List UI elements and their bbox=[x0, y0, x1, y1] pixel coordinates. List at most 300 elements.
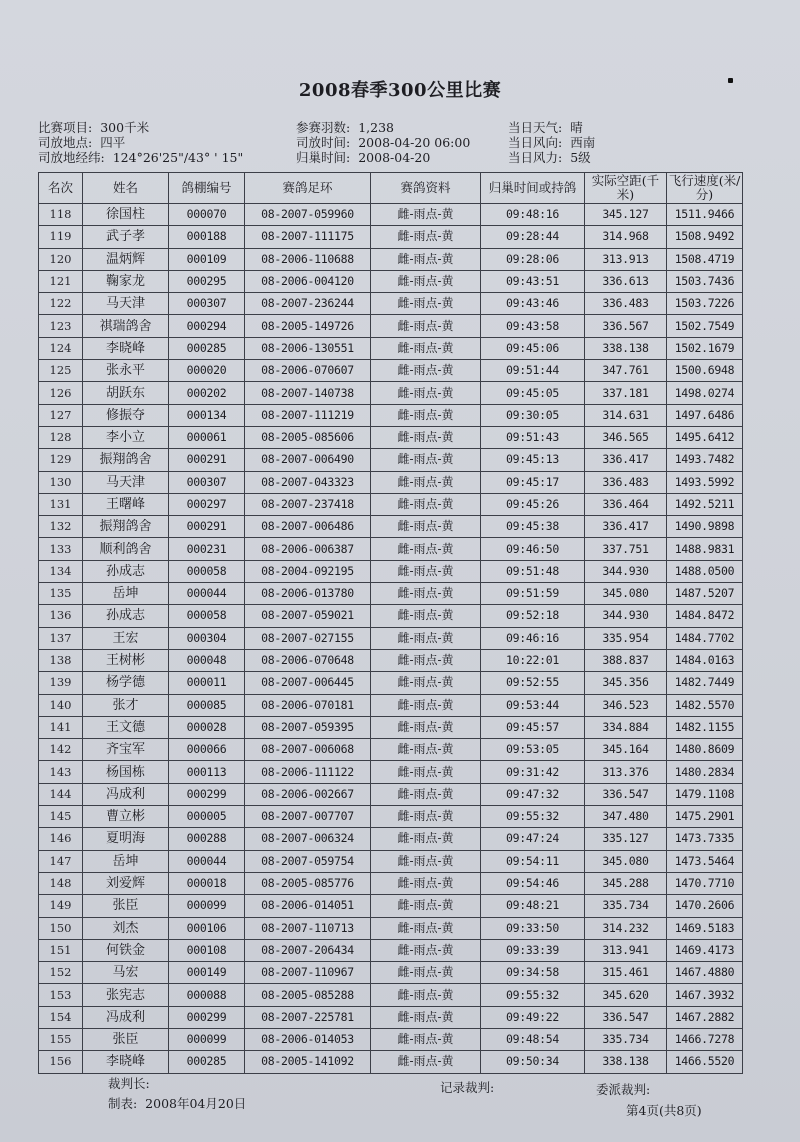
cell-dist: 346.565 bbox=[585, 426, 667, 448]
cell-loft: 000291 bbox=[169, 516, 245, 538]
info-wind-force bbox=[508, 148, 591, 166]
cell-rank: 133 bbox=[39, 538, 83, 560]
cell-time: 09:48:16 bbox=[481, 204, 585, 226]
cell-bird-info: 雌-雨点-黄 bbox=[371, 270, 481, 292]
cell-bird-info: 雌-雨点-黄 bbox=[371, 984, 481, 1006]
cell-dist: 337.751 bbox=[585, 538, 667, 560]
cell-loft: 000134 bbox=[169, 404, 245, 426]
cell-rank: 130 bbox=[39, 471, 83, 493]
cell-ring: 08-2007-059754 bbox=[245, 850, 371, 872]
table-row bbox=[39, 493, 743, 515]
footer-recorder: 记录裁判: bbox=[440, 1080, 495, 1095]
cell-time: 09:48:21 bbox=[481, 895, 585, 917]
cell-ring: 08-2005-141092 bbox=[245, 1051, 371, 1073]
cell-bird-info: 雌-雨点-黄 bbox=[371, 895, 481, 917]
cell-dist: 336.417 bbox=[585, 449, 667, 471]
footer-page-info: 第4页(共8页) bbox=[626, 1103, 702, 1118]
cell-dist: 313.941 bbox=[585, 939, 667, 961]
cell-loft: 000066 bbox=[169, 739, 245, 761]
cell-speed: 1469.4173 bbox=[667, 939, 743, 961]
cell-loft: 000044 bbox=[169, 850, 245, 872]
cell-loft: 000285 bbox=[169, 1051, 245, 1073]
table-row bbox=[39, 270, 743, 292]
cell-time: 09:31:42 bbox=[481, 761, 585, 783]
cell-time: 09:52:55 bbox=[481, 672, 585, 694]
cell-time: 09:43:46 bbox=[481, 293, 585, 315]
cell-loft: 000307 bbox=[169, 293, 245, 315]
cell-ring: 08-2005-085288 bbox=[245, 984, 371, 1006]
cell-dist: 345.080 bbox=[585, 850, 667, 872]
info-weather-label: 当日天气: bbox=[508, 120, 563, 135]
cell-ring: 08-2006-070648 bbox=[245, 649, 371, 671]
cell-ring: 08-2007-206434 bbox=[245, 939, 371, 961]
cell-speed: 1480.2834 bbox=[667, 761, 743, 783]
cell-bird-info: 雌-雨点-黄 bbox=[371, 248, 481, 270]
cell-time: 09:45:06 bbox=[481, 337, 585, 359]
cell-ring: 08-2007-006068 bbox=[245, 739, 371, 761]
cell-time: 09:43:51 bbox=[481, 270, 585, 292]
info-release-time-value: 2008-04-20 06:00 bbox=[358, 135, 471, 150]
footer-made bbox=[108, 1094, 246, 1112]
table-row bbox=[39, 315, 743, 337]
cell-bird-info: 雌-雨点-黄 bbox=[371, 337, 481, 359]
footer-made-label: 制表: bbox=[108, 1096, 138, 1111]
cell-name: 岳坤 bbox=[83, 850, 169, 872]
cell-bird-info: 雌-雨点-黄 bbox=[371, 761, 481, 783]
info-wind-force-label: 当日风力: bbox=[508, 150, 563, 165]
results-table bbox=[38, 172, 743, 1074]
cell-speed: 1467.2882 bbox=[667, 1006, 743, 1028]
cell-time: 09:48:54 bbox=[481, 1028, 585, 1050]
cell-name: 王宏 bbox=[83, 627, 169, 649]
cell-loft: 000109 bbox=[169, 248, 245, 270]
cell-dist: 313.376 bbox=[585, 761, 667, 783]
cell-speed: 1484.8472 bbox=[667, 605, 743, 627]
cell-speed: 1498.0274 bbox=[667, 382, 743, 404]
cell-bird-info: 雌-雨点-黄 bbox=[371, 493, 481, 515]
cell-loft: 000202 bbox=[169, 382, 245, 404]
cell-rank: 123 bbox=[39, 315, 83, 337]
cell-name: 修振夺 bbox=[83, 404, 169, 426]
cell-speed: 1473.7335 bbox=[667, 828, 743, 850]
cell-name: 李晓峰 bbox=[83, 337, 169, 359]
cell-ring: 08-2006-013780 bbox=[245, 583, 371, 605]
cell-time: 09:55:32 bbox=[481, 806, 585, 828]
cell-rank: 144 bbox=[39, 783, 83, 805]
cell-rank: 128 bbox=[39, 426, 83, 448]
cell-bird-info: 雌-雨点-黄 bbox=[371, 315, 481, 337]
cell-time: 09:54:46 bbox=[481, 872, 585, 894]
table-row bbox=[39, 694, 743, 716]
cell-ring: 08-2007-006490 bbox=[245, 449, 371, 471]
footer-made-date: 2008年04月20日 bbox=[145, 1096, 247, 1111]
cell-speed: 1482.1155 bbox=[667, 716, 743, 738]
cell-loft: 000099 bbox=[169, 1028, 245, 1050]
cell-loft: 000149 bbox=[169, 962, 245, 984]
cell-rank: 142 bbox=[39, 739, 83, 761]
cell-ring: 08-2006-014053 bbox=[245, 1028, 371, 1050]
cell-ring: 08-2007-059960 bbox=[245, 204, 371, 226]
cell-speed: 1484.7702 bbox=[667, 627, 743, 649]
header-time: 归巢时间或持鸽 bbox=[481, 173, 585, 204]
cell-name: 何铁金 bbox=[83, 939, 169, 961]
cell-name: 张宪志 bbox=[83, 984, 169, 1006]
table-row bbox=[39, 939, 743, 961]
cell-bird-info: 雌-雨点-黄 bbox=[371, 583, 481, 605]
cell-dist: 336.464 bbox=[585, 493, 667, 515]
cell-name: 冯成利 bbox=[83, 1006, 169, 1028]
info-entries-label: 参赛羽数: bbox=[296, 120, 351, 135]
cell-loft: 000113 bbox=[169, 761, 245, 783]
cell-bird-info: 雌-雨点-黄 bbox=[371, 471, 481, 493]
cell-name: 鞠家龙 bbox=[83, 270, 169, 292]
header-rank: 名次 bbox=[39, 173, 83, 204]
cell-bird-info: 雌-雨点-黄 bbox=[371, 382, 481, 404]
table-row bbox=[39, 360, 743, 382]
cell-rank: 121 bbox=[39, 270, 83, 292]
cell-dist: 345.620 bbox=[585, 984, 667, 1006]
cell-bird-info: 雌-雨点-黄 bbox=[371, 828, 481, 850]
cell-bird-info: 雌-雨点-黄 bbox=[371, 939, 481, 961]
cell-bird-info: 雌-雨点-黄 bbox=[371, 672, 481, 694]
cell-bird-info: 雌-雨点-黄 bbox=[371, 1028, 481, 1050]
cell-dist: 334.884 bbox=[585, 716, 667, 738]
cell-ring: 08-2007-236244 bbox=[245, 293, 371, 315]
cell-rank: 156 bbox=[39, 1051, 83, 1073]
cell-speed: 1479.1108 bbox=[667, 783, 743, 805]
cell-speed: 1480.8609 bbox=[667, 739, 743, 761]
cell-speed: 1492.5211 bbox=[667, 493, 743, 515]
cell-name: 冯成利 bbox=[83, 783, 169, 805]
info-release-site-value: 四平 bbox=[100, 135, 126, 150]
cell-time: 09:28:06 bbox=[481, 248, 585, 270]
cell-ring: 08-2006-070607 bbox=[245, 360, 371, 382]
cell-time: 10:22:01 bbox=[481, 649, 585, 671]
cell-ring: 08-2006-111122 bbox=[245, 761, 371, 783]
cell-bird-info: 雌-雨点-黄 bbox=[371, 293, 481, 315]
cell-dist: 338.138 bbox=[585, 1051, 667, 1073]
cell-loft: 000297 bbox=[169, 493, 245, 515]
table-row bbox=[39, 1051, 743, 1073]
cell-loft: 000288 bbox=[169, 828, 245, 850]
cell-rank: 129 bbox=[39, 449, 83, 471]
cell-loft: 000294 bbox=[169, 315, 245, 337]
cell-name: 杨国栋 bbox=[83, 761, 169, 783]
cell-speed: 1503.7436 bbox=[667, 270, 743, 292]
info-coords-label: 司放地经纬: bbox=[38, 150, 105, 165]
cell-name: 孙成志 bbox=[83, 560, 169, 582]
cell-rank: 134 bbox=[39, 560, 83, 582]
cell-time: 09:51:44 bbox=[481, 360, 585, 382]
cell-rank: 126 bbox=[39, 382, 83, 404]
cell-bird-info: 雌-雨点-黄 bbox=[371, 850, 481, 872]
cell-speed: 1503.7226 bbox=[667, 293, 743, 315]
cell-dist: 336.567 bbox=[585, 315, 667, 337]
footer-appointed: 委派裁判: bbox=[596, 1082, 651, 1097]
header-ring: 赛鸽足环 bbox=[245, 173, 371, 204]
cell-name: 曹立彬 bbox=[83, 806, 169, 828]
cell-rank: 127 bbox=[39, 404, 83, 426]
cell-name: 张臣 bbox=[83, 1028, 169, 1050]
cell-speed: 1502.1679 bbox=[667, 337, 743, 359]
cell-rank: 135 bbox=[39, 583, 83, 605]
cell-speed: 1500.6948 bbox=[667, 360, 743, 382]
cell-dist: 346.523 bbox=[585, 694, 667, 716]
cell-speed: 1467.4880 bbox=[667, 962, 743, 984]
table-row bbox=[39, 293, 743, 315]
cell-time: 09:45:38 bbox=[481, 516, 585, 538]
cell-time: 09:52:18 bbox=[481, 605, 585, 627]
cell-speed: 1466.5520 bbox=[667, 1051, 743, 1073]
cell-loft: 000299 bbox=[169, 783, 245, 805]
cell-dist: 336.483 bbox=[585, 471, 667, 493]
header-name: 姓名 bbox=[83, 173, 169, 204]
table-row bbox=[39, 516, 743, 538]
cell-rank: 136 bbox=[39, 605, 83, 627]
header-bird: 赛鸽资料 bbox=[371, 173, 481, 204]
cell-name: 顺利鸽舍 bbox=[83, 538, 169, 560]
cell-ring: 08-2006-110688 bbox=[245, 248, 371, 270]
cell-dist: 345.164 bbox=[585, 739, 667, 761]
cell-speed: 1495.6412 bbox=[667, 426, 743, 448]
info-coords bbox=[38, 148, 243, 166]
cell-time: 09:46:16 bbox=[481, 627, 585, 649]
table-row bbox=[39, 382, 743, 404]
cell-name: 王树彬 bbox=[83, 649, 169, 671]
table-row bbox=[39, 605, 743, 627]
cell-speed: 1508.4719 bbox=[667, 248, 743, 270]
cell-rank: 143 bbox=[39, 761, 83, 783]
cell-name: 马宏 bbox=[83, 962, 169, 984]
cell-speed: 1475.2901 bbox=[667, 806, 743, 828]
table-row bbox=[39, 1028, 743, 1050]
table-row bbox=[39, 806, 743, 828]
table-row bbox=[39, 248, 743, 270]
cell-speed: 1488.0500 bbox=[667, 560, 743, 582]
cell-bird-info: 雌-雨点-黄 bbox=[371, 649, 481, 671]
cell-loft: 000044 bbox=[169, 583, 245, 605]
cell-loft: 000088 bbox=[169, 984, 245, 1006]
cell-bird-info: 雌-雨点-黄 bbox=[371, 404, 481, 426]
cell-bird-info: 雌-雨点-黄 bbox=[371, 360, 481, 382]
cell-bird-info: 雌-雨点-黄 bbox=[371, 783, 481, 805]
cell-dist: 345.127 bbox=[585, 204, 667, 226]
cell-time: 09:51:43 bbox=[481, 426, 585, 448]
cell-time: 09:30:05 bbox=[481, 404, 585, 426]
cell-bird-info: 雌-雨点-黄 bbox=[371, 1006, 481, 1028]
cell-dist: 336.613 bbox=[585, 270, 667, 292]
cell-bird-info: 雌-雨点-黄 bbox=[371, 962, 481, 984]
cell-time: 09:28:44 bbox=[481, 226, 585, 248]
info-release-site-label: 司放地点: bbox=[38, 135, 93, 150]
cell-ring: 08-2007-006445 bbox=[245, 672, 371, 694]
cell-speed: 1493.7482 bbox=[667, 449, 743, 471]
cell-ring: 08-2006-002667 bbox=[245, 783, 371, 805]
info-project-label: 比赛项目: bbox=[38, 120, 93, 135]
cell-speed: 1470.7710 bbox=[667, 872, 743, 894]
cell-name: 振翔鸽舍 bbox=[83, 449, 169, 471]
cell-dist: 347.761 bbox=[585, 360, 667, 382]
cell-name: 胡跃东 bbox=[83, 382, 169, 404]
cell-time: 09:53:44 bbox=[481, 694, 585, 716]
table-row bbox=[39, 895, 743, 917]
cell-name: 刘杰 bbox=[83, 917, 169, 939]
cell-ring: 08-2007-110713 bbox=[245, 917, 371, 939]
cell-speed: 1466.7278 bbox=[667, 1028, 743, 1050]
cell-speed: 1487.5207 bbox=[667, 583, 743, 605]
cell-loft: 000106 bbox=[169, 917, 245, 939]
cell-rank: 151 bbox=[39, 939, 83, 961]
cell-ring: 08-2006-130551 bbox=[245, 337, 371, 359]
info-wind-force-value: 5级 bbox=[570, 150, 591, 165]
info-coords-value: 124°26'25"/43° ' 15" bbox=[112, 150, 244, 165]
cell-ring: 08-2007-111219 bbox=[245, 404, 371, 426]
cell-rank: 149 bbox=[39, 895, 83, 917]
cell-ring: 08-2007-006324 bbox=[245, 828, 371, 850]
cell-ring: 08-2006-006387 bbox=[245, 538, 371, 560]
table-row bbox=[39, 716, 743, 738]
table-row bbox=[39, 649, 743, 671]
cell-rank: 120 bbox=[39, 248, 83, 270]
cell-ring: 08-2007-237418 bbox=[245, 493, 371, 515]
cell-loft: 000058 bbox=[169, 560, 245, 582]
table-row bbox=[39, 426, 743, 448]
cell-time: 09:45:05 bbox=[481, 382, 585, 404]
cell-loft: 000020 bbox=[169, 360, 245, 382]
ink-dot bbox=[728, 78, 733, 83]
header-dist: 实际空距(千米) bbox=[585, 173, 667, 204]
cell-time: 09:46:50 bbox=[481, 538, 585, 560]
table-row bbox=[39, 404, 743, 426]
cell-name: 李小立 bbox=[83, 426, 169, 448]
cell-speed: 1488.9831 bbox=[667, 538, 743, 560]
info-return-time-value: 2008-04-20 bbox=[358, 150, 431, 165]
cell-speed: 1493.5992 bbox=[667, 471, 743, 493]
cell-dist: 336.547 bbox=[585, 1006, 667, 1028]
info-wind-dir-value: 西南 bbox=[570, 135, 596, 150]
cell-ring: 08-2007-027155 bbox=[245, 627, 371, 649]
cell-dist: 314.631 bbox=[585, 404, 667, 426]
cell-ring: 08-2005-085776 bbox=[245, 872, 371, 894]
cell-time: 09:34:58 bbox=[481, 962, 585, 984]
table-row bbox=[39, 226, 743, 248]
cell-ring: 08-2006-014051 bbox=[245, 895, 371, 917]
cell-bird-info: 雌-雨点-黄 bbox=[371, 917, 481, 939]
table-row bbox=[39, 850, 743, 872]
footer-chief-judge: 裁判长: bbox=[108, 1076, 150, 1091]
cell-ring: 08-2006-070181 bbox=[245, 694, 371, 716]
cell-name: 祺瑞鸽舍 bbox=[83, 315, 169, 337]
table-row bbox=[39, 962, 743, 984]
cell-rank: 148 bbox=[39, 872, 83, 894]
cell-name: 刘爱辉 bbox=[83, 872, 169, 894]
cell-dist: 336.417 bbox=[585, 516, 667, 538]
cell-dist: 313.913 bbox=[585, 248, 667, 270]
info-return-time-label: 归巢时间: bbox=[296, 150, 351, 165]
cell-bird-info: 雌-雨点-黄 bbox=[371, 449, 481, 471]
cell-dist: 336.547 bbox=[585, 783, 667, 805]
cell-rank: 138 bbox=[39, 649, 83, 671]
info-return-time bbox=[296, 148, 430, 166]
cell-dist: 335.954 bbox=[585, 627, 667, 649]
cell-dist: 315.461 bbox=[585, 962, 667, 984]
cell-rank: 124 bbox=[39, 337, 83, 359]
cell-rank: 152 bbox=[39, 962, 83, 984]
cell-speed: 1511.9466 bbox=[667, 204, 743, 226]
cell-speed: 1482.5570 bbox=[667, 694, 743, 716]
cell-bird-info: 雌-雨点-黄 bbox=[371, 426, 481, 448]
table-row bbox=[39, 917, 743, 939]
cell-loft: 000048 bbox=[169, 649, 245, 671]
cell-bird-info: 雌-雨点-黄 bbox=[371, 627, 481, 649]
table-row bbox=[39, 672, 743, 694]
table-row bbox=[39, 560, 743, 582]
cell-ring: 08-2007-006486 bbox=[245, 516, 371, 538]
cell-bird-info: 雌-雨点-黄 bbox=[371, 204, 481, 226]
cell-speed: 1502.7549 bbox=[667, 315, 743, 337]
results-body bbox=[39, 204, 743, 1074]
cell-speed: 1497.6486 bbox=[667, 404, 743, 426]
cell-time: 09:33:50 bbox=[481, 917, 585, 939]
cell-dist: 347.480 bbox=[585, 806, 667, 828]
cell-loft: 000085 bbox=[169, 694, 245, 716]
cell-speed: 1490.9898 bbox=[667, 516, 743, 538]
cell-loft: 000108 bbox=[169, 939, 245, 961]
cell-name: 张才 bbox=[83, 694, 169, 716]
table-row bbox=[39, 538, 743, 560]
cell-ring: 08-2005-149726 bbox=[245, 315, 371, 337]
cell-loft: 000285 bbox=[169, 337, 245, 359]
cell-rank: 153 bbox=[39, 984, 83, 1006]
cell-bird-info: 雌-雨点-黄 bbox=[371, 716, 481, 738]
cell-ring: 08-2007-111175 bbox=[245, 226, 371, 248]
cell-time: 09:45:13 bbox=[481, 449, 585, 471]
cell-dist: 344.930 bbox=[585, 605, 667, 627]
cell-dist: 345.288 bbox=[585, 872, 667, 894]
cell-bird-info: 雌-雨点-黄 bbox=[371, 1051, 481, 1073]
cell-time: 09:45:57 bbox=[481, 716, 585, 738]
info-weather-value: 晴 bbox=[570, 120, 583, 135]
table-row bbox=[39, 828, 743, 850]
cell-time: 09:54:11 bbox=[481, 850, 585, 872]
cell-dist: 388.837 bbox=[585, 649, 667, 671]
cell-rank: 132 bbox=[39, 516, 83, 538]
cell-loft: 000295 bbox=[169, 270, 245, 292]
cell-loft: 000307 bbox=[169, 471, 245, 493]
cell-name: 张永平 bbox=[83, 360, 169, 382]
cell-time: 09:43:58 bbox=[481, 315, 585, 337]
cell-rank: 141 bbox=[39, 716, 83, 738]
cell-rank: 147 bbox=[39, 850, 83, 872]
cell-time: 09:47:32 bbox=[481, 783, 585, 805]
table-row bbox=[39, 872, 743, 894]
cell-loft: 000005 bbox=[169, 806, 245, 828]
info-project-value: 300千米 bbox=[100, 120, 150, 135]
cell-ring: 08-2007-110967 bbox=[245, 962, 371, 984]
cell-speed: 1469.5183 bbox=[667, 917, 743, 939]
cell-name: 孙成志 bbox=[83, 605, 169, 627]
table-row bbox=[39, 1006, 743, 1028]
cell-bird-info: 雌-雨点-黄 bbox=[371, 560, 481, 582]
cell-bird-info: 雌-雨点-黄 bbox=[371, 806, 481, 828]
cell-rank: 140 bbox=[39, 694, 83, 716]
cell-rank: 145 bbox=[39, 806, 83, 828]
cell-rank: 137 bbox=[39, 627, 83, 649]
cell-dist: 345.080 bbox=[585, 583, 667, 605]
info-release-time-label: 司放时间: bbox=[296, 135, 351, 150]
cell-rank: 139 bbox=[39, 672, 83, 694]
cell-dist: 335.734 bbox=[585, 895, 667, 917]
